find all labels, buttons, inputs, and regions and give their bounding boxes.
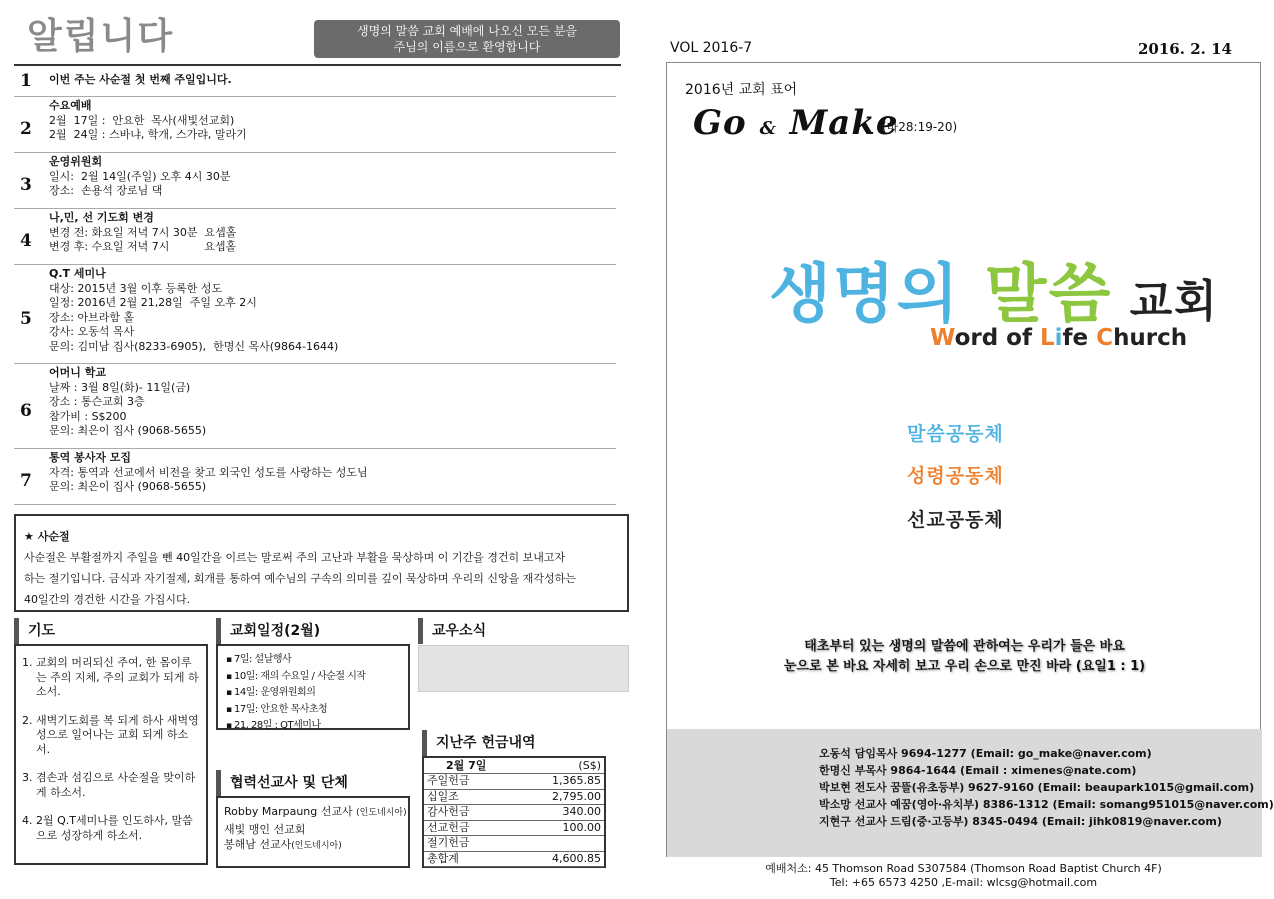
schedule-heading <box>216 618 410 644</box>
page-title: 알립니다 <box>27 16 175 57</box>
schedule-item: ▪ 10일: 재의 수요일 / 사순절 시작 <box>226 669 366 686</box>
offering-row <box>424 820 604 836</box>
offering-heading <box>422 730 606 756</box>
announcement-number: 4 <box>20 231 32 251</box>
logo-letter: hurch <box>1113 325 1188 351</box>
schedule-item: ▪ 7일: 설날행사 <box>226 652 366 669</box>
offering-label: 십일조 <box>424 789 508 805</box>
logo-part: 생명의 <box>769 258 985 332</box>
mission-item <box>218 804 408 822</box>
mission-region: (인도네시아) <box>291 841 342 851</box>
announcement-number: 5 <box>20 308 32 329</box>
announcement-line: 문의: 최은이 집사 (9068-5655) <box>49 424 207 437</box>
community-word: 말씀공동체 <box>907 423 1004 445</box>
cover-panel <box>666 62 1274 857</box>
prayer-item: 3. 겸손과 섬김으로 사순절을 맞이하게 하소서. <box>22 771 196 799</box>
logo-letter: of <box>998 325 1040 351</box>
mission-item: 새빛 맹인 선교회 <box>224 822 306 836</box>
prayer-item: 4. 2월 Q.T세미나를 인도하사, 말씀으로 성장하게 하소서. <box>22 814 193 842</box>
lent-title: ★ 사순절 <box>24 530 70 543</box>
welcome-line-2: 주님의 이름으로 환영합니다 <box>393 40 541 54</box>
motto-logo <box>693 103 899 143</box>
church-logo-korean <box>769 243 1219 335</box>
offering-label: 절기헌금 <box>424 836 508 852</box>
bible-verse <box>667 637 1262 677</box>
announcement-body <box>49 211 236 255</box>
schedule-item: ▪ 17일: 안요한 목사초청 <box>226 702 366 719</box>
announcement-body <box>49 73 232 88</box>
offering-label: 총합계 <box>424 851 508 867</box>
offering-value: 100.00 <box>508 820 604 836</box>
announcement-item <box>14 265 616 364</box>
news-heading <box>418 618 629 644</box>
staff-item: 지현구 선교사 드림(중·고등부) 8345-0494 (Email: jihk0819@naver.com) <box>819 815 1222 828</box>
staff-list <box>667 729 1274 857</box>
announcement-item <box>14 449 616 505</box>
motto-amp: & <box>759 118 777 139</box>
news-heading-text: 교우소식 <box>432 623 487 639</box>
offering-label: 감사헌금 <box>424 805 508 821</box>
announcement-item <box>14 97 616 153</box>
offering-row <box>424 805 604 821</box>
logo-part: 교회 <box>1112 276 1219 327</box>
offering-unit: (S$) <box>508 758 604 774</box>
logo-letter: C <box>1096 325 1114 351</box>
heading-bar <box>216 770 221 796</box>
announcement-item <box>14 209 616 265</box>
mission-region: (인도네시아) <box>356 808 407 818</box>
motto-go: Go <box>693 103 747 143</box>
motto-make: Make <box>789 103 899 143</box>
announcement-line: 문의: 김미남 집사(8233-6905), 한명신 목사(9864-1644) <box>49 339 339 353</box>
announcement-title: 이번 주는 사순절 첫 번째 주일입니다. <box>49 73 232 86</box>
offering-label: 주일헌금 <box>424 774 508 790</box>
missions-heading <box>216 770 410 796</box>
announcement-line: 변경 후: 수요일 저녁 7시 요셉홀 <box>49 240 237 253</box>
lent-text-1: 사순절은 부활절까지 주일을 뺀 40일간을 이르는 말로써 주의 고난과 부활을 묵상하며 이 기간을 경건히 보내고자 <box>24 551 566 564</box>
welcome-banner <box>314 20 620 58</box>
announcement-title: Q.T 세미나 <box>49 267 106 280</box>
verse-line-1: 태초부터 있는 생명의 말씀에 관하여는 우리가 들은 바요 <box>804 639 1125 654</box>
announcement-line: 장소 : 통슨교회 3층 <box>49 395 145 408</box>
prayer-box <box>14 644 208 865</box>
bulletin-date: 2016. 2. 14 <box>1138 40 1232 58</box>
announcement-line: 날짜 : 3월 8일(화)- 11일(금) <box>49 380 191 394</box>
welcome-line-1: 생명의 말씀 교회 예배에 나오신 모든 분을 <box>357 24 577 38</box>
footer-contact <box>666 862 1261 890</box>
offering-value: 340.00 <box>508 805 604 821</box>
announcement-number: 7 <box>20 471 32 491</box>
offering-label: 선교헌금 <box>424 820 508 836</box>
staff-item: 박소망 선교사 예꿈(영아·유치부) 8386-1312 (Email: somang951015@naver.com) <box>819 798 1274 811</box>
motto-reference: (마28:19-20) <box>882 120 958 134</box>
announcement-body <box>49 155 231 199</box>
missions-box <box>216 796 410 868</box>
footer-address: 예배처소: 45 Thomson Road S307584 (Thomson Road Baptist Church 4F) <box>765 862 1162 875</box>
logo-part: 말씀 <box>984 258 1113 332</box>
offering-heading-text: 지난주 헌금내역 <box>436 735 536 751</box>
announcement-title: 수요예배 <box>49 99 92 112</box>
logo-letter: i <box>1054 325 1063 351</box>
lent-box <box>14 514 629 612</box>
schedule-heading-text: 교회일정(2월) <box>230 623 321 639</box>
announcement-title: 통역 봉사자 모집 <box>49 451 132 464</box>
offering-value: 4,600.85 <box>508 851 604 867</box>
mission-name: 봉해남 선교사 <box>224 838 292 851</box>
offering-row <box>424 851 604 867</box>
staff-item: 한명신 부목사 9864-1644 (Email : ximenes@nate.com) <box>819 764 1137 777</box>
missions-heading-text: 협력선교사 및 단체 <box>230 775 348 791</box>
schedule-item: ▪ 21, 28일 : QT세미나 <box>226 718 366 735</box>
announcement-number: 3 <box>20 175 32 195</box>
announcement-item <box>14 364 616 449</box>
schedule-box <box>216 644 410 730</box>
offering-row <box>424 774 604 790</box>
logo-letter: fe <box>1062 325 1097 351</box>
announcement-line: 일정: 2016년 2월 21,28일 주일 오후 2시 <box>49 296 257 309</box>
announcement-title: 운영위원회 <box>49 155 103 168</box>
church-logo-english <box>930 325 1187 351</box>
offering-date: 2월 7일 <box>424 758 508 774</box>
staff-item: 오동석 담임목사 9694-1277 (Email: go_make@naver.com) <box>819 747 1152 760</box>
offering-value: 2,795.00 <box>508 789 604 805</box>
announcement-line: 2월 17일 : 안요한 목사(새빛선교회) <box>49 113 235 127</box>
heading-bar <box>418 618 423 644</box>
prayer-heading-text: 기도 <box>28 623 56 639</box>
announcement-line: 대상: 2015년 3월 이후 등록한 성도 <box>49 281 223 295</box>
announcement-number: 2 <box>20 119 32 139</box>
announcement-item <box>14 153 616 209</box>
announcement-body <box>49 366 206 439</box>
lent-text-2: 하는 절기입니다. 금식과 자기절제, 회개를 통하여 예수님의 구속의 의미를 깊이 묵상하며 우리의 신앙을 재각성하는 <box>24 572 576 585</box>
volume-label: VOL 2016-7 <box>670 40 753 56</box>
announcement-number: 1 <box>20 71 32 91</box>
announcement-line: 문의: 최은이 집사 (9068-5655) <box>49 480 207 493</box>
offering-row <box>424 836 604 852</box>
announcement-line: 변경 전: 화요일 저녁 7시 30분 요셉홀 <box>49 225 237 239</box>
schedule-item: ▪ 14일: 운영위원회의 <box>226 685 366 702</box>
announcement-line: 장소: 아브라함 홀 <box>49 310 135 324</box>
announcement-body <box>49 451 368 495</box>
mission-item <box>218 837 408 855</box>
announcement-body <box>49 267 338 354</box>
announcement-title: 나,민, 선 기도회 변경 <box>49 211 154 224</box>
heading-bar <box>14 618 19 644</box>
lent-text-3: 40일간의 경건한 시간을 가집시다. <box>24 593 191 606</box>
heading-bar <box>216 618 221 644</box>
logo-letter: W <box>930 325 955 351</box>
announcement-body <box>49 99 247 143</box>
announcement-line: 장소: 손용석 장로님 댁 <box>49 184 163 197</box>
motto-label: 2016년 교회 표어 <box>685 82 798 98</box>
announcement-line: 자격: 통역과 선교에서 비전을 찾고 외국인 성도를 사랑하는 성도님 <box>49 465 368 479</box>
community-spirit: 성령공동체 <box>907 465 1004 487</box>
staff-item: 박보현 전도사 꿈뜰(유초등부) 9627-9160 (Email: beaupark1015@gmail.com) <box>819 781 1255 794</box>
prayer-heading <box>14 618 208 644</box>
news-box <box>418 645 629 692</box>
heading-bar <box>422 730 427 756</box>
offering-row <box>424 789 604 805</box>
prayer-item: 2. 새벽기도회를 복 되게 하사 새벽영성으로 일어나는 교회 되게 하소서. <box>22 713 199 756</box>
prayer-item: 1. 교회의 머리되신 주여, 한 몸이루는 주의 지체, 주의 교회가 되게 하소서. <box>22 656 199 698</box>
footer-tel: Tel: +65 6573 4250 ,E-mail: wlcsg@hotmail.com <box>829 876 1098 889</box>
announcement-line: 일시: 2월 14일(주일) 오후 4시 30분 <box>49 169 231 183</box>
announcement-line: 참가비 : S$200 <box>49 409 127 423</box>
offering-table <box>422 756 606 868</box>
logo-letter: L <box>1040 325 1055 351</box>
announcement-item <box>14 66 616 97</box>
announcement-title: 어머니 학교 <box>49 366 106 379</box>
offering-header-row <box>424 758 604 774</box>
verse-line-2: 눈으로 본 바요 자세히 보고 우리 손으로 만진 바라 (요일1 : 1) <box>783 659 1146 674</box>
logo-letter: ord <box>954 325 999 351</box>
announcement-line: 2월 24일 : 스바냐, 학개, 스가랴, 말라기 <box>49 128 247 141</box>
announcement-number: 6 <box>20 400 32 421</box>
community-mission: 선교공동체 <box>907 509 1004 531</box>
mission-name: Robby Marpaung 선교사 <box>224 805 353 818</box>
offering-value: 1,365.85 <box>508 774 604 790</box>
announcement-line: 강사: 오동석 목사 <box>49 325 135 338</box>
offering-value <box>508 836 604 852</box>
